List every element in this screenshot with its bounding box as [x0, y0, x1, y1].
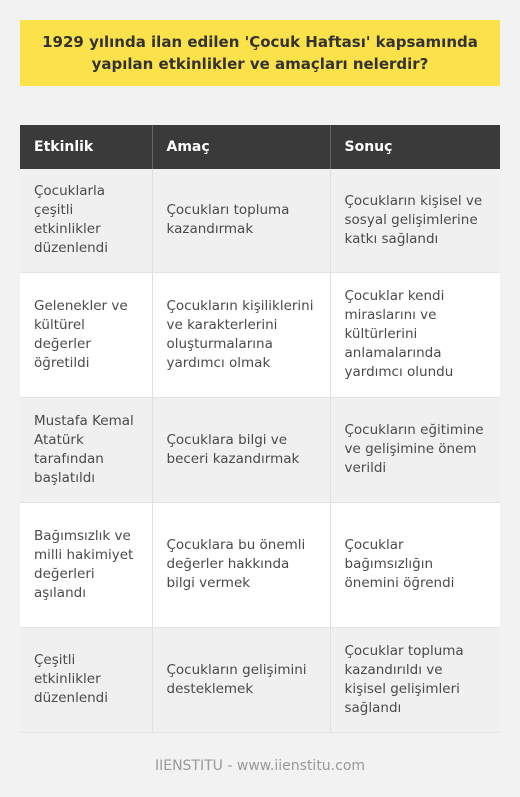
footer-credit: IIENSTITU - www.iienstitu.com	[154, 758, 366, 774]
cell-sonuc: Çocukların eğitimine ve gelişimine önem verildi	[330, 397, 500, 502]
cell-sonuc: Çocuklar topluma kazandırıldı ve kişisel gelişimleri sağlandı	[330, 627, 500, 732]
page-title	[20, 20, 500, 86]
cell-amac: Çocukları topluma kazandırmak	[152, 169, 330, 272]
table-row	[20, 627, 500, 732]
table-row	[20, 397, 500, 502]
cell-amac: Çocukların kişiliklerini ve karakterlerini oluşturmalarına yardımcı olmak	[152, 272, 330, 397]
cell-etkinlik: Bağımsızlık ve milli hakimiyet değerleri aşılandı	[20, 502, 152, 627]
header-etkinlik: Etkinlik	[20, 125, 152, 169]
cell-etkinlik: Mustafa Kemal Atatürk tarafından başlatıldı	[20, 397, 152, 502]
cell-sonuc: Çocuklar kendi miraslarını ve kültürlerini anlamalarında yardımcı olundu	[330, 272, 500, 397]
header-amac: Amaç	[152, 125, 330, 169]
page-title-text: 1929 yılında ilan edilen 'Çocuk Haftası' kapsamında yapılan etkinlikler ve amaçları nelerdir?	[42, 33, 478, 73]
table-row	[20, 169, 500, 272]
table-row	[20, 502, 500, 627]
cell-sonuc: Çocuklar bağımsızlığın önemini öğrendi	[330, 502, 500, 627]
table-row	[20, 272, 500, 397]
cell-sonuc: Çocukların kişisel ve sosyal gelişimlerine katkı sağlandı	[330, 169, 500, 272]
activities-table	[20, 125, 500, 733]
cell-amac: Çocuklara bu önemli değerler hakkında bilgi vermek	[152, 502, 330, 627]
table-header-row	[20, 125, 500, 169]
cell-etkinlik: Gelenekler ve kültürel değerler öğretildi	[20, 272, 152, 397]
cell-etkinlik: Çeşitli etkinlikler düzenlendi	[20, 627, 152, 732]
cell-amac: Çocuklara bilgi ve beceri kazandırmak	[152, 397, 330, 502]
header-sonuc: Sonuç	[330, 125, 500, 169]
cell-amac: Çocukların gelişimini desteklemek	[152, 627, 330, 732]
cell-etkinlik: Çocuklarla çeşitli etkinlikler düzenlendi	[20, 169, 152, 272]
